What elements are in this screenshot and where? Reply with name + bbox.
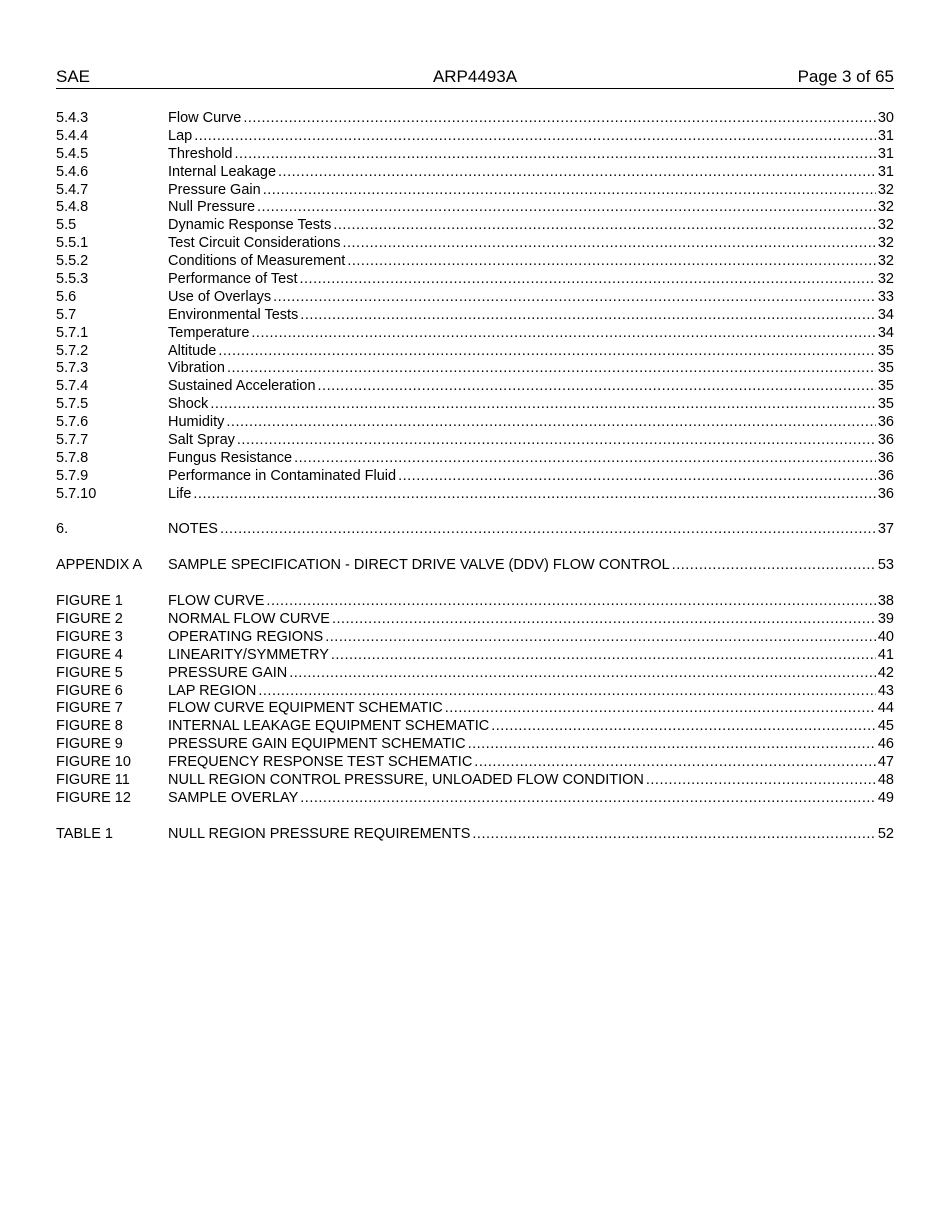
toc-entry-number: 5.7.1 bbox=[56, 324, 89, 341]
toc-entry-number: 5.7.4 bbox=[56, 378, 89, 395]
toc-entry-title: INTERNAL LEAKAGE EQUIPMENT SCHEMATIC bbox=[168, 718, 490, 735]
toc-entry-number: TABLE 1 bbox=[56, 825, 113, 842]
toc-dot-leader bbox=[234, 146, 875, 164]
toc-entry-page: 35 bbox=[877, 378, 894, 395]
toc-entry[interactable] bbox=[56, 271, 894, 289]
toc-entry-title-wrap bbox=[168, 557, 894, 575]
toc-entry-title-wrap bbox=[168, 718, 894, 736]
toc-entry-number: 5.5.3 bbox=[56, 271, 89, 288]
toc-entry-title-wrap bbox=[168, 217, 894, 235]
toc-entry-page: 43 bbox=[877, 682, 894, 699]
toc-dot-leader bbox=[472, 826, 875, 844]
toc-entry[interactable] bbox=[56, 146, 894, 164]
toc-dot-leader bbox=[278, 164, 876, 182]
toc-dot-leader bbox=[325, 629, 876, 647]
toc-entry-page: 38 bbox=[877, 593, 894, 610]
toc-entry-page: 48 bbox=[877, 771, 894, 788]
toc-entry-title: OPERATING REGIONS bbox=[168, 628, 324, 645]
toc-dot-leader bbox=[227, 360, 876, 378]
toc-group bbox=[56, 521, 894, 539]
toc-entry-number: FIGURE 7 bbox=[56, 700, 123, 717]
toc-entry-page: 35 bbox=[877, 396, 894, 413]
toc-entry-title-wrap bbox=[168, 521, 894, 539]
toc-entry-title: Shock bbox=[168, 396, 209, 413]
toc-entry-number: 5.5.1 bbox=[56, 235, 89, 252]
toc-entry-page: 32 bbox=[877, 253, 894, 270]
toc-dot-leader bbox=[300, 271, 876, 289]
toc-entry-number: FIGURE 3 bbox=[56, 628, 123, 645]
toc-entry-page: 31 bbox=[877, 163, 894, 180]
toc-entry[interactable] bbox=[56, 396, 894, 414]
toc-entry-number: 5.7.2 bbox=[56, 342, 89, 359]
toc-dot-leader bbox=[257, 199, 876, 217]
toc-dot-leader bbox=[243, 110, 876, 128]
toc-entry-title-wrap bbox=[168, 325, 894, 343]
toc-group bbox=[56, 826, 894, 844]
toc-entry[interactable] bbox=[56, 826, 894, 844]
toc-entry-number: 5.4.8 bbox=[56, 199, 89, 216]
toc-entry[interactable] bbox=[56, 772, 894, 790]
toc-entry[interactable] bbox=[56, 217, 894, 235]
toc-entry-number: FIGURE 11 bbox=[56, 771, 130, 788]
toc-entry-number: 5.5 bbox=[56, 217, 77, 234]
page-header bbox=[56, 66, 894, 89]
toc-entry-number: FIGURE 4 bbox=[56, 646, 123, 663]
toc-entry-title: NULL REGION PRESSURE REQUIREMENTS bbox=[168, 825, 471, 842]
toc-entry[interactable] bbox=[56, 718, 894, 736]
toc-entry-number: 5.7.7 bbox=[56, 432, 89, 449]
toc-entry-title-wrap bbox=[168, 826, 894, 844]
toc-entry-number: 5.4.5 bbox=[56, 145, 89, 162]
table-of-contents bbox=[56, 110, 894, 861]
toc-entry-number: 5.4.4 bbox=[56, 127, 89, 144]
toc-dot-leader bbox=[474, 754, 876, 772]
toc-entry-page: 36 bbox=[877, 485, 894, 502]
toc-entry-title: Life bbox=[168, 485, 192, 502]
toc-entry-title: NORMAL FLOW CURVE bbox=[168, 610, 330, 627]
toc-entry-number: 6. bbox=[56, 521, 69, 538]
toc-entry-page: 32 bbox=[877, 181, 894, 198]
toc-entry-number: 5.7.5 bbox=[56, 396, 89, 413]
toc-dot-leader bbox=[491, 718, 876, 736]
toc-entry[interactable] bbox=[56, 253, 894, 271]
toc-entry-title: Null Pressure bbox=[168, 199, 256, 216]
toc-entry-number: 5.4.6 bbox=[56, 163, 89, 180]
toc-entry[interactable] bbox=[56, 432, 894, 450]
toc-entry-page: 42 bbox=[877, 664, 894, 681]
toc-entry[interactable] bbox=[56, 325, 894, 343]
toc-entry-title: Vibration bbox=[168, 360, 225, 377]
toc-entry[interactable] bbox=[56, 343, 894, 361]
toc-entry-title-wrap bbox=[168, 271, 894, 289]
toc-entry-page: 34 bbox=[877, 324, 894, 341]
toc-entry-number: 5.7.10 bbox=[56, 485, 97, 502]
toc-entry-title: Use of Overlays bbox=[168, 288, 272, 305]
toc-entry-page: 33 bbox=[877, 288, 894, 305]
toc-entry-title: PRESSURE GAIN bbox=[168, 664, 288, 681]
toc-entry-number: 5.4.7 bbox=[56, 181, 89, 198]
toc-dot-leader bbox=[194, 128, 876, 146]
toc-entry-page: 35 bbox=[877, 360, 894, 377]
toc-group bbox=[56, 557, 894, 575]
toc-entry-number: 5.4.3 bbox=[56, 110, 89, 126]
toc-dot-leader bbox=[347, 253, 876, 271]
toc-entry-title-wrap bbox=[168, 343, 894, 361]
toc-entry-number: FIGURE 1 bbox=[56, 593, 123, 610]
toc-entry-number: 5.6 bbox=[56, 288, 77, 305]
toc-entry-title: SAMPLE OVERLAY bbox=[168, 789, 299, 806]
toc-entry-page: 39 bbox=[877, 610, 894, 627]
toc-dot-leader bbox=[646, 772, 876, 790]
toc-entry-page: 44 bbox=[877, 700, 894, 717]
toc-entry-number: FIGURE 2 bbox=[56, 610, 123, 627]
toc-entry-page: 40 bbox=[877, 628, 894, 645]
toc-entry[interactable] bbox=[56, 629, 894, 647]
toc-entry-page: 53 bbox=[877, 557, 894, 574]
toc-entry-title: PRESSURE GAIN EQUIPMENT SCHEMATIC bbox=[168, 736, 466, 753]
toc-dot-leader bbox=[672, 557, 876, 575]
toc-entry-number: 5.7.9 bbox=[56, 467, 89, 484]
toc-entry-page: 52 bbox=[877, 825, 894, 842]
toc-entry-title-wrap bbox=[168, 754, 894, 772]
toc-entry[interactable] bbox=[56, 647, 894, 665]
toc-entry-title: Conditions of Measurement bbox=[168, 253, 346, 270]
toc-entry-number: 5.7.3 bbox=[56, 360, 89, 377]
toc-entry-page: 36 bbox=[877, 467, 894, 484]
toc-entry-title-wrap bbox=[168, 414, 894, 432]
toc-entry-title: Fungus Resistance bbox=[168, 449, 293, 466]
toc-entry-title: Altitude bbox=[168, 342, 217, 359]
toc-group bbox=[56, 593, 894, 808]
toc-dot-leader bbox=[220, 521, 876, 539]
toc-dot-leader bbox=[300, 307, 876, 325]
toc-entry-page: 32 bbox=[877, 235, 894, 252]
toc-entry-title: Test Circuit Considerations bbox=[168, 235, 341, 252]
toc-entry-page: 31 bbox=[877, 127, 894, 144]
toc-entry[interactable] bbox=[56, 468, 894, 486]
toc-entry-title-wrap bbox=[168, 289, 894, 307]
toc-entry-title: SAMPLE SPECIFICATION - DIRECT DRIVE VALVE (DDV) FLOW CONTROL bbox=[168, 557, 670, 574]
toc-entry-title: Humidity bbox=[168, 414, 225, 431]
toc-dot-leader bbox=[251, 325, 875, 343]
toc-entry-page: 36 bbox=[877, 414, 894, 431]
toc-entry-title-wrap bbox=[168, 396, 894, 414]
toc-entry-title-wrap bbox=[168, 128, 894, 146]
toc-entry-number: 5.7.8 bbox=[56, 449, 89, 466]
toc-dot-leader bbox=[342, 235, 875, 253]
toc-dot-leader bbox=[263, 182, 876, 200]
toc-entry-title: Pressure Gain bbox=[168, 181, 261, 198]
toc-entry-title: NOTES bbox=[168, 521, 218, 538]
toc-entry-title-wrap bbox=[168, 360, 894, 378]
toc-entry[interactable] bbox=[56, 164, 894, 182]
toc-entry[interactable] bbox=[56, 182, 894, 200]
toc-entry-title-wrap bbox=[168, 432, 894, 450]
toc-group bbox=[56, 110, 894, 504]
toc-entry-title-wrap bbox=[168, 199, 894, 217]
toc-entry[interactable] bbox=[56, 754, 894, 772]
toc-entry-title-wrap bbox=[168, 450, 894, 468]
toc-dot-leader bbox=[331, 647, 876, 665]
toc-dot-leader bbox=[258, 683, 875, 701]
toc-entry[interactable] bbox=[56, 486, 894, 504]
toc-entry-title: Performance in Contaminated Fluid bbox=[168, 467, 397, 484]
toc-entry-title-wrap bbox=[168, 235, 894, 253]
header-document-number: ARP4493A bbox=[432, 67, 518, 86]
toc-entry[interactable] bbox=[56, 521, 894, 539]
toc-entry-number: FIGURE 12 bbox=[56, 789, 131, 806]
toc-entry-page: 45 bbox=[877, 718, 894, 735]
toc-entry[interactable] bbox=[56, 199, 894, 217]
toc-dot-leader bbox=[193, 486, 875, 504]
toc-entry-page: 37 bbox=[877, 521, 894, 538]
toc-entry-title-wrap bbox=[168, 790, 894, 808]
toc-entry-title-wrap bbox=[168, 593, 894, 611]
toc-entry[interactable] bbox=[56, 665, 894, 683]
toc-dot-leader bbox=[237, 432, 876, 450]
toc-entry-title-wrap bbox=[168, 700, 894, 718]
toc-entry-number: 5.7 bbox=[56, 306, 77, 323]
toc-entry-page: 35 bbox=[877, 342, 894, 359]
toc-entry-number: FIGURE 6 bbox=[56, 682, 123, 699]
toc-entry-number: FIGURE 9 bbox=[56, 736, 123, 753]
toc-entry-number: FIGURE 8 bbox=[56, 718, 123, 735]
toc-entry-title: FLOW CURVE EQUIPMENT SCHEMATIC bbox=[168, 700, 443, 717]
toc-entry-title-wrap bbox=[168, 164, 894, 182]
toc-dot-leader bbox=[289, 665, 876, 683]
toc-entry-number: APPENDIX A bbox=[56, 557, 143, 574]
toc-dot-leader bbox=[332, 611, 876, 629]
toc-entry-page: 31 bbox=[877, 145, 894, 162]
header-page-number: Page 3 of 65 bbox=[797, 67, 894, 86]
toc-entry-title-wrap bbox=[168, 182, 894, 200]
toc-entry-title-wrap bbox=[168, 307, 894, 325]
toc-dot-leader bbox=[294, 450, 876, 468]
toc-entry[interactable] bbox=[56, 700, 894, 718]
toc-entry-title: Sustained Acceleration bbox=[168, 378, 316, 395]
toc-dot-leader bbox=[266, 593, 875, 611]
toc-entry-number: 5.5.2 bbox=[56, 253, 89, 270]
toc-entry-title-wrap bbox=[168, 647, 894, 665]
toc-dot-leader bbox=[273, 289, 876, 307]
toc-entry[interactable] bbox=[56, 557, 894, 575]
toc-entry-title: Salt Spray bbox=[168, 432, 235, 449]
toc-entry[interactable] bbox=[56, 790, 894, 808]
toc-entry-title-wrap bbox=[168, 772, 894, 790]
toc-entry-title-wrap bbox=[168, 665, 894, 683]
toc-entry-title-wrap bbox=[168, 110, 894, 128]
toc-dot-leader bbox=[445, 700, 876, 718]
toc-entry-page: 34 bbox=[877, 306, 894, 323]
toc-entry-title-wrap bbox=[168, 146, 894, 164]
toc-entry-page: 32 bbox=[877, 199, 894, 216]
toc-dot-leader bbox=[468, 736, 876, 754]
toc-entry-title: Performance of Test bbox=[168, 271, 298, 288]
toc-entry-title: Internal Leakage bbox=[168, 163, 277, 180]
toc-entry-title-wrap bbox=[168, 378, 894, 396]
toc-entry-page: 36 bbox=[877, 432, 894, 449]
toc-dot-leader bbox=[226, 414, 875, 432]
toc-entry-title: Threshold bbox=[168, 145, 233, 162]
toc-entry-title: Environmental Tests bbox=[168, 306, 299, 323]
toc-entry-number: 5.7.6 bbox=[56, 414, 89, 431]
toc-entry-page: 36 bbox=[877, 449, 894, 466]
toc-entry-page: 49 bbox=[877, 789, 894, 806]
toc-entry[interactable] bbox=[56, 289, 894, 307]
toc-entry-title: Flow Curve bbox=[168, 110, 242, 126]
toc-entry[interactable] bbox=[56, 736, 894, 754]
toc-dot-leader bbox=[333, 217, 876, 235]
toc-entry-title-wrap bbox=[168, 736, 894, 754]
toc-entry-title-wrap bbox=[168, 486, 894, 504]
toc-entry-title-wrap bbox=[168, 253, 894, 271]
toc-entry-number: FIGURE 5 bbox=[56, 664, 123, 681]
toc-entry-page: 46 bbox=[877, 736, 894, 753]
toc-entry[interactable] bbox=[56, 235, 894, 253]
toc-entry[interactable] bbox=[56, 128, 894, 146]
toc-entry-title: Temperature bbox=[168, 324, 250, 341]
toc-entry[interactable] bbox=[56, 593, 894, 611]
toc-entry[interactable] bbox=[56, 378, 894, 396]
toc-entry-page: 41 bbox=[877, 646, 894, 663]
toc-entry-number: FIGURE 10 bbox=[56, 754, 131, 771]
toc-entry-title: LAP REGION bbox=[168, 682, 257, 699]
toc-entry-title: NULL REGION CONTROL PRESSURE, UNLOADED FLOW CONDITION bbox=[168, 771, 644, 788]
toc-entry-title: FREQUENCY RESPONSE TEST SCHEMATIC bbox=[168, 754, 473, 771]
toc-entry[interactable] bbox=[56, 307, 894, 325]
header-organization: SAE bbox=[56, 67, 91, 86]
toc-entry-title-wrap bbox=[168, 629, 894, 647]
toc-entry-page: 30 bbox=[877, 110, 894, 126]
toc-entry-title: LINEARITY/SYMMETRY bbox=[168, 646, 329, 663]
toc-entry-page: 32 bbox=[877, 217, 894, 234]
toc-dot-leader bbox=[398, 468, 876, 486]
toc-entry-title-wrap bbox=[168, 683, 894, 701]
toc-entry-page: 47 bbox=[877, 754, 894, 771]
toc-entry-title: Dynamic Response Tests bbox=[168, 217, 332, 234]
toc-entry[interactable] bbox=[56, 683, 894, 701]
toc-entry-title: Lap bbox=[168, 127, 193, 144]
toc-entry[interactable] bbox=[56, 110, 894, 128]
toc-entry[interactable] bbox=[56, 450, 894, 468]
toc-entry-title-wrap bbox=[168, 468, 894, 486]
toc-entry-page: 32 bbox=[877, 271, 894, 288]
toc-entry-title: FLOW CURVE bbox=[168, 593, 265, 610]
toc-dot-leader bbox=[300, 790, 876, 808]
toc-entry-title-wrap bbox=[168, 611, 894, 629]
toc-entry[interactable] bbox=[56, 611, 894, 629]
toc-entry[interactable] bbox=[56, 414, 894, 432]
toc-entry[interactable] bbox=[56, 360, 894, 378]
toc-dot-leader bbox=[318, 378, 876, 396]
toc-dot-leader bbox=[210, 396, 876, 414]
toc-dot-leader bbox=[218, 343, 875, 361]
